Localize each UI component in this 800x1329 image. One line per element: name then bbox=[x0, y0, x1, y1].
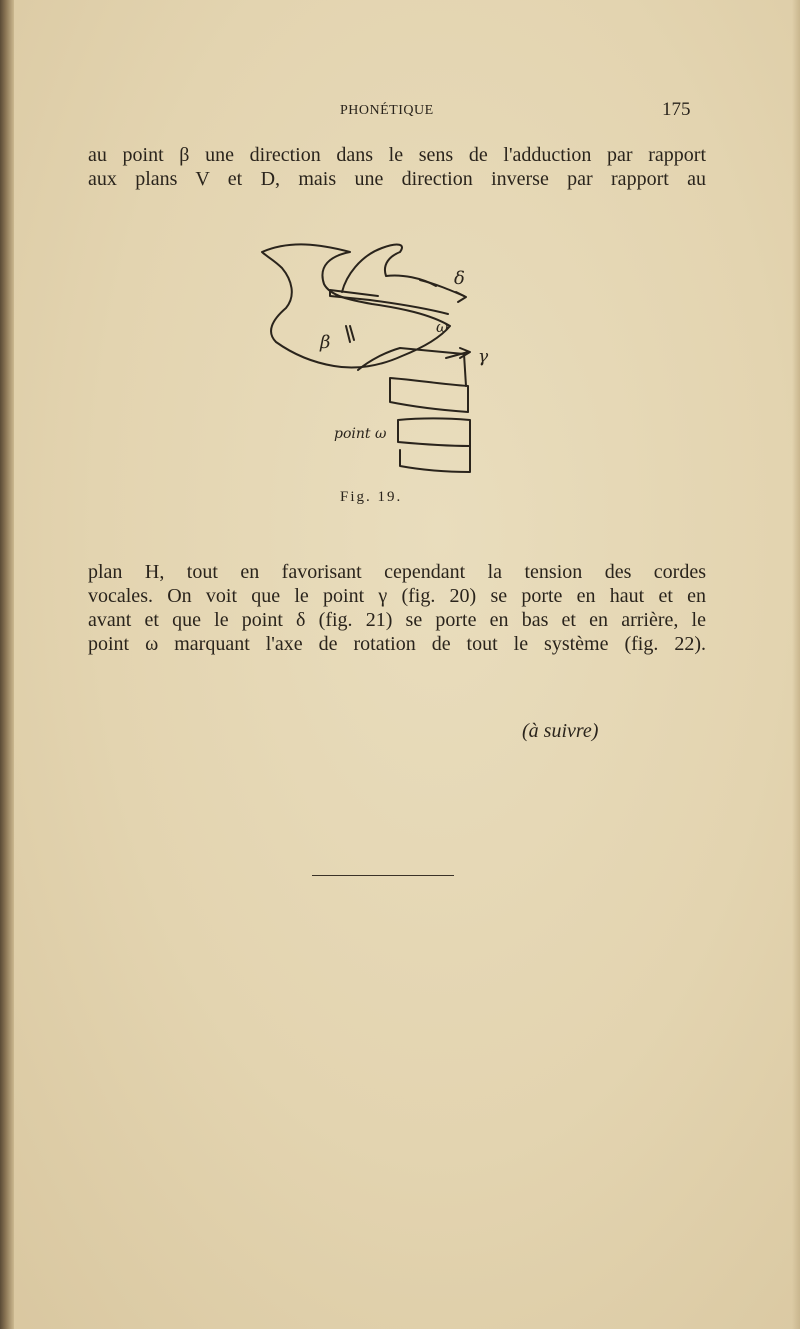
page-edge bbox=[792, 0, 800, 1329]
trachea-ring-2 bbox=[398, 419, 470, 447]
trachea-ring-3 bbox=[400, 446, 470, 472]
paragraph-1-line: aux plans V et D, mais une direction inverse par rapport au bbox=[88, 168, 706, 190]
figure-caption: Fig. 19. bbox=[340, 489, 403, 505]
to-be-continued: (à suivre) bbox=[522, 720, 599, 742]
figure-19 bbox=[250, 234, 510, 484]
paragraph-2-line: avant et que le point δ (fig. 21) se porte en bas et en arrière, le bbox=[88, 609, 706, 631]
inner-guideline bbox=[370, 300, 448, 314]
paragraph-1-line: au point β une direction dans le sens de l'adduction par rapport bbox=[88, 144, 706, 166]
larynx-diagram bbox=[250, 234, 510, 484]
paragraph-1 bbox=[88, 143, 706, 191]
paragraph-2-line: plan H, tout en favorisant cependant la tension des cordes bbox=[88, 561, 706, 583]
delta-arrowhead bbox=[456, 292, 466, 302]
paragraph-2-line: point ω marquant l'axe de rotation de tout le système (fig. 22). bbox=[88, 633, 706, 655]
omega-label: ω bbox=[436, 318, 449, 336]
gamma-label: γ bbox=[478, 347, 489, 367]
beta-label: β bbox=[320, 332, 331, 353]
page-binding-shadow bbox=[0, 0, 14, 1329]
running-head: PHONÉTIQUE bbox=[340, 103, 434, 118]
paragraph-2-line: vocales. On voit que le point γ (fig. 20) se porte en haut et en bbox=[88, 585, 706, 607]
page-number: 175 bbox=[662, 99, 691, 120]
trachea-ring-1 bbox=[390, 378, 468, 412]
section-rule bbox=[312, 875, 454, 876]
delta-label: δ bbox=[454, 268, 465, 289]
point-omega-label: point ω bbox=[334, 426, 387, 442]
arytenoid-horn bbox=[342, 245, 436, 292]
paragraph-2 bbox=[88, 560, 706, 656]
beta-tick bbox=[346, 326, 354, 342]
